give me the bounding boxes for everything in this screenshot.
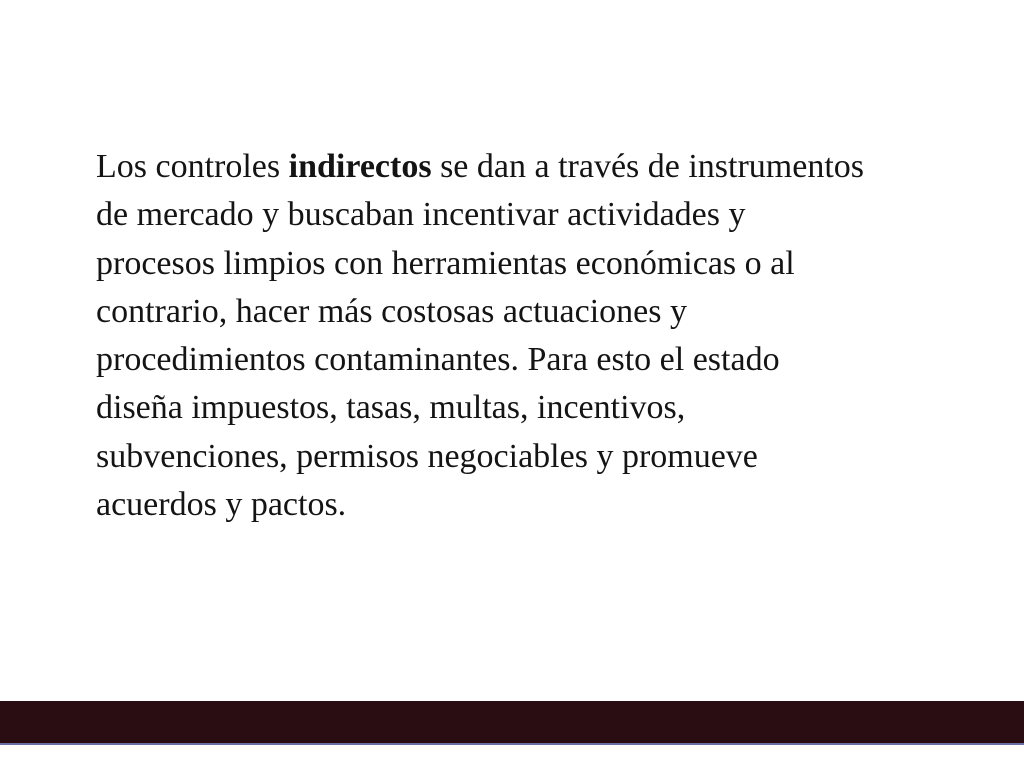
paragraph-line-5: procedimientos contaminantes. Para esto el estado [96, 341, 780, 379]
paragraph-line-6: diseña impuestos, tasas, multas, incentivos, [96, 389, 686, 427]
line-1-lead-text: Los controles [96, 148, 289, 185]
paragraph-line-2: de mercado y buscaban incentivar actividades y [96, 196, 746, 234]
paragraph-line-8: acuerdos y pactos. [96, 486, 347, 524]
paragraph-line-1 [96, 143, 1006, 191]
paragraph-line-4: contrario, hacer más costosas actuaciones y [96, 292, 687, 330]
emphasized-term: indirectos [288, 148, 432, 185]
line-1-trailing-text: se dan a través de instrumentos [431, 148, 865, 185]
footer-bar [0, 701, 1024, 745]
paragraph-line-3: procesos limpios con herramientas económicas o al [96, 244, 795, 282]
body-paragraph [96, 143, 1006, 529]
paragraph-line-7: subvenciones, permisos negociables y promueve [96, 437, 758, 475]
